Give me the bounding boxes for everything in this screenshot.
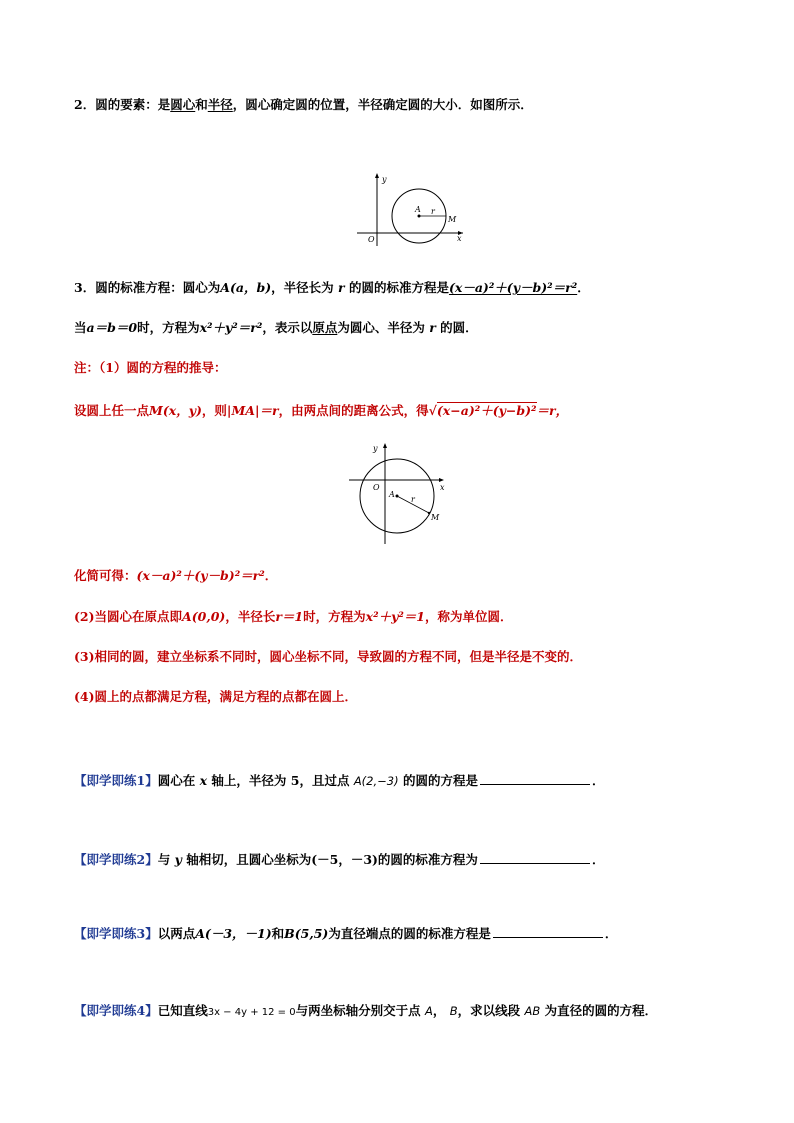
section-3-line <box>74 280 590 296</box>
term-radius: 半径 <box>207 97 233 112</box>
text: 为直径的圆的方程． <box>544 1003 658 1018</box>
text: 轴上，半径为 5，且过点 <box>211 773 350 788</box>
section-label: 圆的要素： <box>95 97 158 112</box>
text: (2)当圆心在原点即 <box>74 609 183 624</box>
y-axis-arrow <box>383 443 387 448</box>
text: 圆心在 <box>157 773 196 788</box>
text: 与两坐标轴分别交于点 <box>295 1003 421 1018</box>
exercise-tag: 【即学即练2】 <box>74 852 158 867</box>
text: 时，方程为 <box>303 609 366 624</box>
section-label: 圆的标准方程： <box>95 280 183 295</box>
simplify-line <box>74 568 277 584</box>
point-2-line <box>74 609 513 625</box>
text: 和 <box>271 926 285 941</box>
derivation-line <box>74 403 568 419</box>
math-point-A: A(－3，－1) <box>195 926 272 941</box>
math-r: r <box>429 320 436 335</box>
text: ． <box>577 280 590 295</box>
math-A: A <box>220 280 230 295</box>
text: 已知直线 <box>157 1003 208 1018</box>
text: 和 <box>195 97 208 112</box>
center-point <box>418 215 421 218</box>
text: ，称为单位圆． <box>425 609 513 624</box>
text: ，求以线段 <box>457 1003 521 1018</box>
radius-label: r <box>431 207 435 216</box>
sqrt-body: (x−a)²＋(y−b)² <box>436 403 537 418</box>
y-label: y <box>382 175 387 184</box>
center-label: A <box>415 205 421 214</box>
text: ，半径长为 <box>271 280 334 295</box>
text: ，半径长 <box>225 609 276 624</box>
text: 为圆心、半径为 <box>337 320 425 335</box>
origin-label: O <box>368 235 375 244</box>
note-title: 注：（1）圆的方程的推导： <box>74 360 227 375</box>
exercise-1 <box>74 772 604 789</box>
point-3-line: (3)相同的圆，建立坐标系不同时，圆心坐标不同，导致圆的方程不同，但是半径是不变的． <box>74 649 583 664</box>
section-2-line <box>74 97 533 113</box>
math-condition: a＝b＝0 <box>86 320 138 335</box>
math-y: y <box>174 852 182 867</box>
text: 时，方程为 <box>137 320 200 335</box>
text: 是 <box>157 97 171 112</box>
text: 为直径端点的圆的标准方程是 <box>328 926 491 941</box>
math-A: A <box>424 1004 433 1018</box>
center-label: A <box>389 490 395 499</box>
figure-circle-2 <box>347 440 452 550</box>
y-axis-arrow <box>375 173 379 178</box>
center-point <box>396 495 399 498</box>
x-label: x <box>457 234 462 243</box>
text: 的圆的方程是 <box>402 773 478 788</box>
math-equation: (x－a)²＋(y－b)²＝r² <box>136 568 265 583</box>
point-m <box>428 512 430 514</box>
figure-circle-1 <box>355 170 467 252</box>
sqrt-sign: √ <box>428 403 437 418</box>
math-eq-r: ＝r， <box>536 403 569 418</box>
term-center: 圆心 <box>170 97 196 112</box>
exercise-4 <box>74 1003 657 1021</box>
term-origin: 原点 <box>312 320 338 335</box>
text: 设圆上任一点 <box>74 403 150 418</box>
exercise-tag: 【即学即练1】 <box>74 773 158 788</box>
math-B: B <box>449 1004 458 1018</box>
math-A00: A(0,0) <box>182 609 226 624</box>
text: ． <box>264 568 278 583</box>
answer-blank[interactable] <box>480 851 590 864</box>
exercise-tag: 【即学即练3】 <box>74 926 158 941</box>
text: 圆心为 <box>182 280 221 295</box>
radius-label: r <box>411 495 415 504</box>
math-equation: x²＋y²＝1 <box>365 609 426 624</box>
math-point-B: B(5,5) <box>284 926 329 941</box>
text: 的圆的标准方程是 <box>348 280 449 295</box>
text: ，圆心确定圆的位置，半径确定圆的大小．如图所示． <box>232 97 533 112</box>
text: ，表示以 <box>262 320 313 335</box>
math-r1: r＝1 <box>275 609 304 624</box>
math-r: r <box>337 280 345 295</box>
x-label: x <box>440 483 445 492</box>
text: ，由两点间的距离公式，得 <box>278 403 429 418</box>
math-point-M: M(x，y) <box>149 403 202 418</box>
math-ab: (a，b) <box>229 280 272 295</box>
math-equation: x²＋y²＝r² <box>199 320 263 335</box>
text: 与 <box>157 852 171 867</box>
math-MA: |MA|＝r <box>226 403 279 418</box>
text: ， <box>432 1003 446 1018</box>
text: 轴相切，且圆心坐标为(－5，－3)的圆的标准方程为 <box>186 852 478 867</box>
point-4-line: (4)圆上的点都满足方程，满足方程的点都在圆上． <box>74 689 358 704</box>
point-m-label: M <box>448 215 457 224</box>
text: 当 <box>74 320 87 335</box>
exercise-2 <box>74 851 604 868</box>
section-number: 2． <box>74 97 96 112</box>
text: 化简可得： <box>74 568 137 583</box>
math-point-A: A(2,−3) <box>353 774 399 788</box>
answer-blank[interactable] <box>480 772 590 785</box>
x-axis-arrow <box>439 478 444 482</box>
text: ． <box>591 852 605 867</box>
text: ，则 <box>201 403 227 418</box>
exercise-3 <box>74 925 617 942</box>
section-3b-line <box>74 320 478 336</box>
math-line: 3x − 4y + 12 = 0 <box>207 1007 296 1018</box>
text: 的圆． <box>440 320 478 335</box>
section-number: 3． <box>74 280 96 295</box>
y-label: y <box>373 444 378 453</box>
text: ． <box>591 773 605 788</box>
text: 以两点 <box>157 926 196 941</box>
text: ． <box>604 926 618 941</box>
exercise-tag: 【即学即练4】 <box>74 1003 158 1018</box>
answer-blank[interactable] <box>493 925 603 938</box>
origin-label: O <box>373 483 380 492</box>
standard-equation: (x－a)²＋(y－b)²＝r² <box>448 280 578 295</box>
math-x: x <box>199 773 208 788</box>
math-AB: AB <box>524 1004 541 1018</box>
point-m-label: M <box>431 513 440 522</box>
